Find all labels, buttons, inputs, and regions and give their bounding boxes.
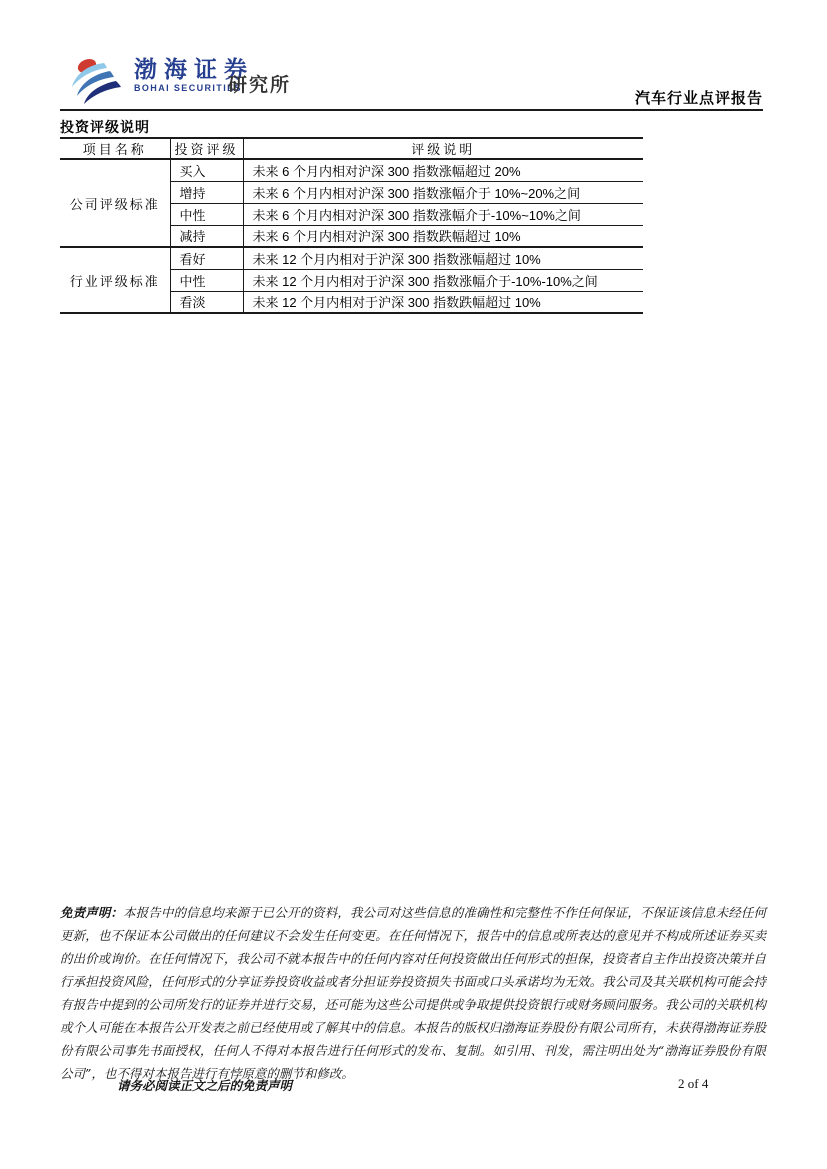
table-row — [60, 159, 643, 181]
description-cell: 未来 12 个月内相对于沪深 300 指数跌幅超过 10% — [243, 291, 643, 313]
table-row — [60, 247, 643, 269]
description-cell: 未来 6 个月内相对沪深 300 指数涨幅介于 10%~20%之间 — [243, 181, 643, 203]
rating-cell: 看好 — [170, 247, 243, 269]
description-cell: 未来 12 个月内相对于沪深 300 指数涨幅超过 10% — [243, 247, 643, 269]
category-cell-company: 公司评级标准 — [60, 159, 170, 247]
header-divider — [60, 109, 763, 111]
description-cell: 未来 6 个月内相对沪深 300 指数涨幅超过 20% — [243, 159, 643, 181]
rating-cell: 中性 — [170, 203, 243, 225]
col-header-item-name: 项目名称 — [60, 138, 170, 159]
col-header-rating: 投资评级 — [170, 138, 243, 159]
rating-table-header-row — [60, 138, 643, 159]
rating-cell: 看淡 — [170, 291, 243, 313]
report-type-title: 汽车行业点评报告 — [634, 90, 763, 107]
description-cell: 未来 6 个月内相对沪深 300 指数涨幅介于-10%~10%之间 — [243, 203, 643, 225]
brand-name-chinese: 渤海证券 — [134, 57, 254, 82]
disclaimer-paragraph — [60, 901, 766, 1085]
rating-table — [60, 137, 643, 314]
disclaimer-label: 免责声明： — [60, 905, 124, 920]
disclaimer-text: 本报告中的信息均来源于已公开的资料，我公司对这些信息的准确性和完整性不作任何保证，不保证该信息未经任何更新，也不保证本公司做出的任何建议不会发生任何变更。在任何情况下，报告中的信息或所表达的意见并不构成所述证券买卖的出价或询价。在任何情况下，我公司不就本报告中的任何内容对任何投资做出任何形式的担保，投资者自主作出投资决策并自行承担投资风险，任何形式的分享证券投资收益或者分担证券投资损失书面或口头承诺均为无效。我公司及其关联机构可能会持有报告中提到的公司所发行的证券并进行交易，还可能为这些公司提供或争取提供投资银行或财务顾问服务。我公司的关联机构或个人可能在本报告公开发表之前已经使用或了解其中的信息。本报告的版权归渤海证券股份有限公司所有，未获得渤海证券股份有限公司事先书面授权，任何人不得对本报告进行任何形式的发布、复制。如引用、刊发，需注明出处为“渤海证券股份有限公司”，也不得对本报告进行有悖原意的删节和修改。 — [60, 905, 766, 1081]
rating-cell: 减持 — [170, 225, 243, 247]
brand-name-english: BOHAI SECURITIES — [134, 83, 242, 93]
research-institute-label: 研究所 — [228, 75, 292, 96]
page-number: 2 of 4 — [678, 1076, 709, 1091]
col-header-description: 评级说明 — [243, 138, 643, 159]
section-title: 投资评级说明 — [60, 119, 150, 135]
bohai-securities-logo-icon — [66, 56, 136, 106]
footer-disclaimer-note: 请务必阅读正文之后的免责声明 — [117, 1078, 293, 1093]
rating-cell: 买入 — [170, 159, 243, 181]
description-cell: 未来 6 个月内相对沪深 300 指数跌幅超过 10% — [243, 225, 643, 247]
rating-cell: 中性 — [170, 269, 243, 291]
description-cell: 未来 12 个月内相对于沪深 300 指数涨幅介于-10%-10%之间 — [243, 269, 643, 291]
category-cell-industry: 行业评级标准 — [60, 247, 170, 313]
rating-cell: 增持 — [170, 181, 243, 203]
